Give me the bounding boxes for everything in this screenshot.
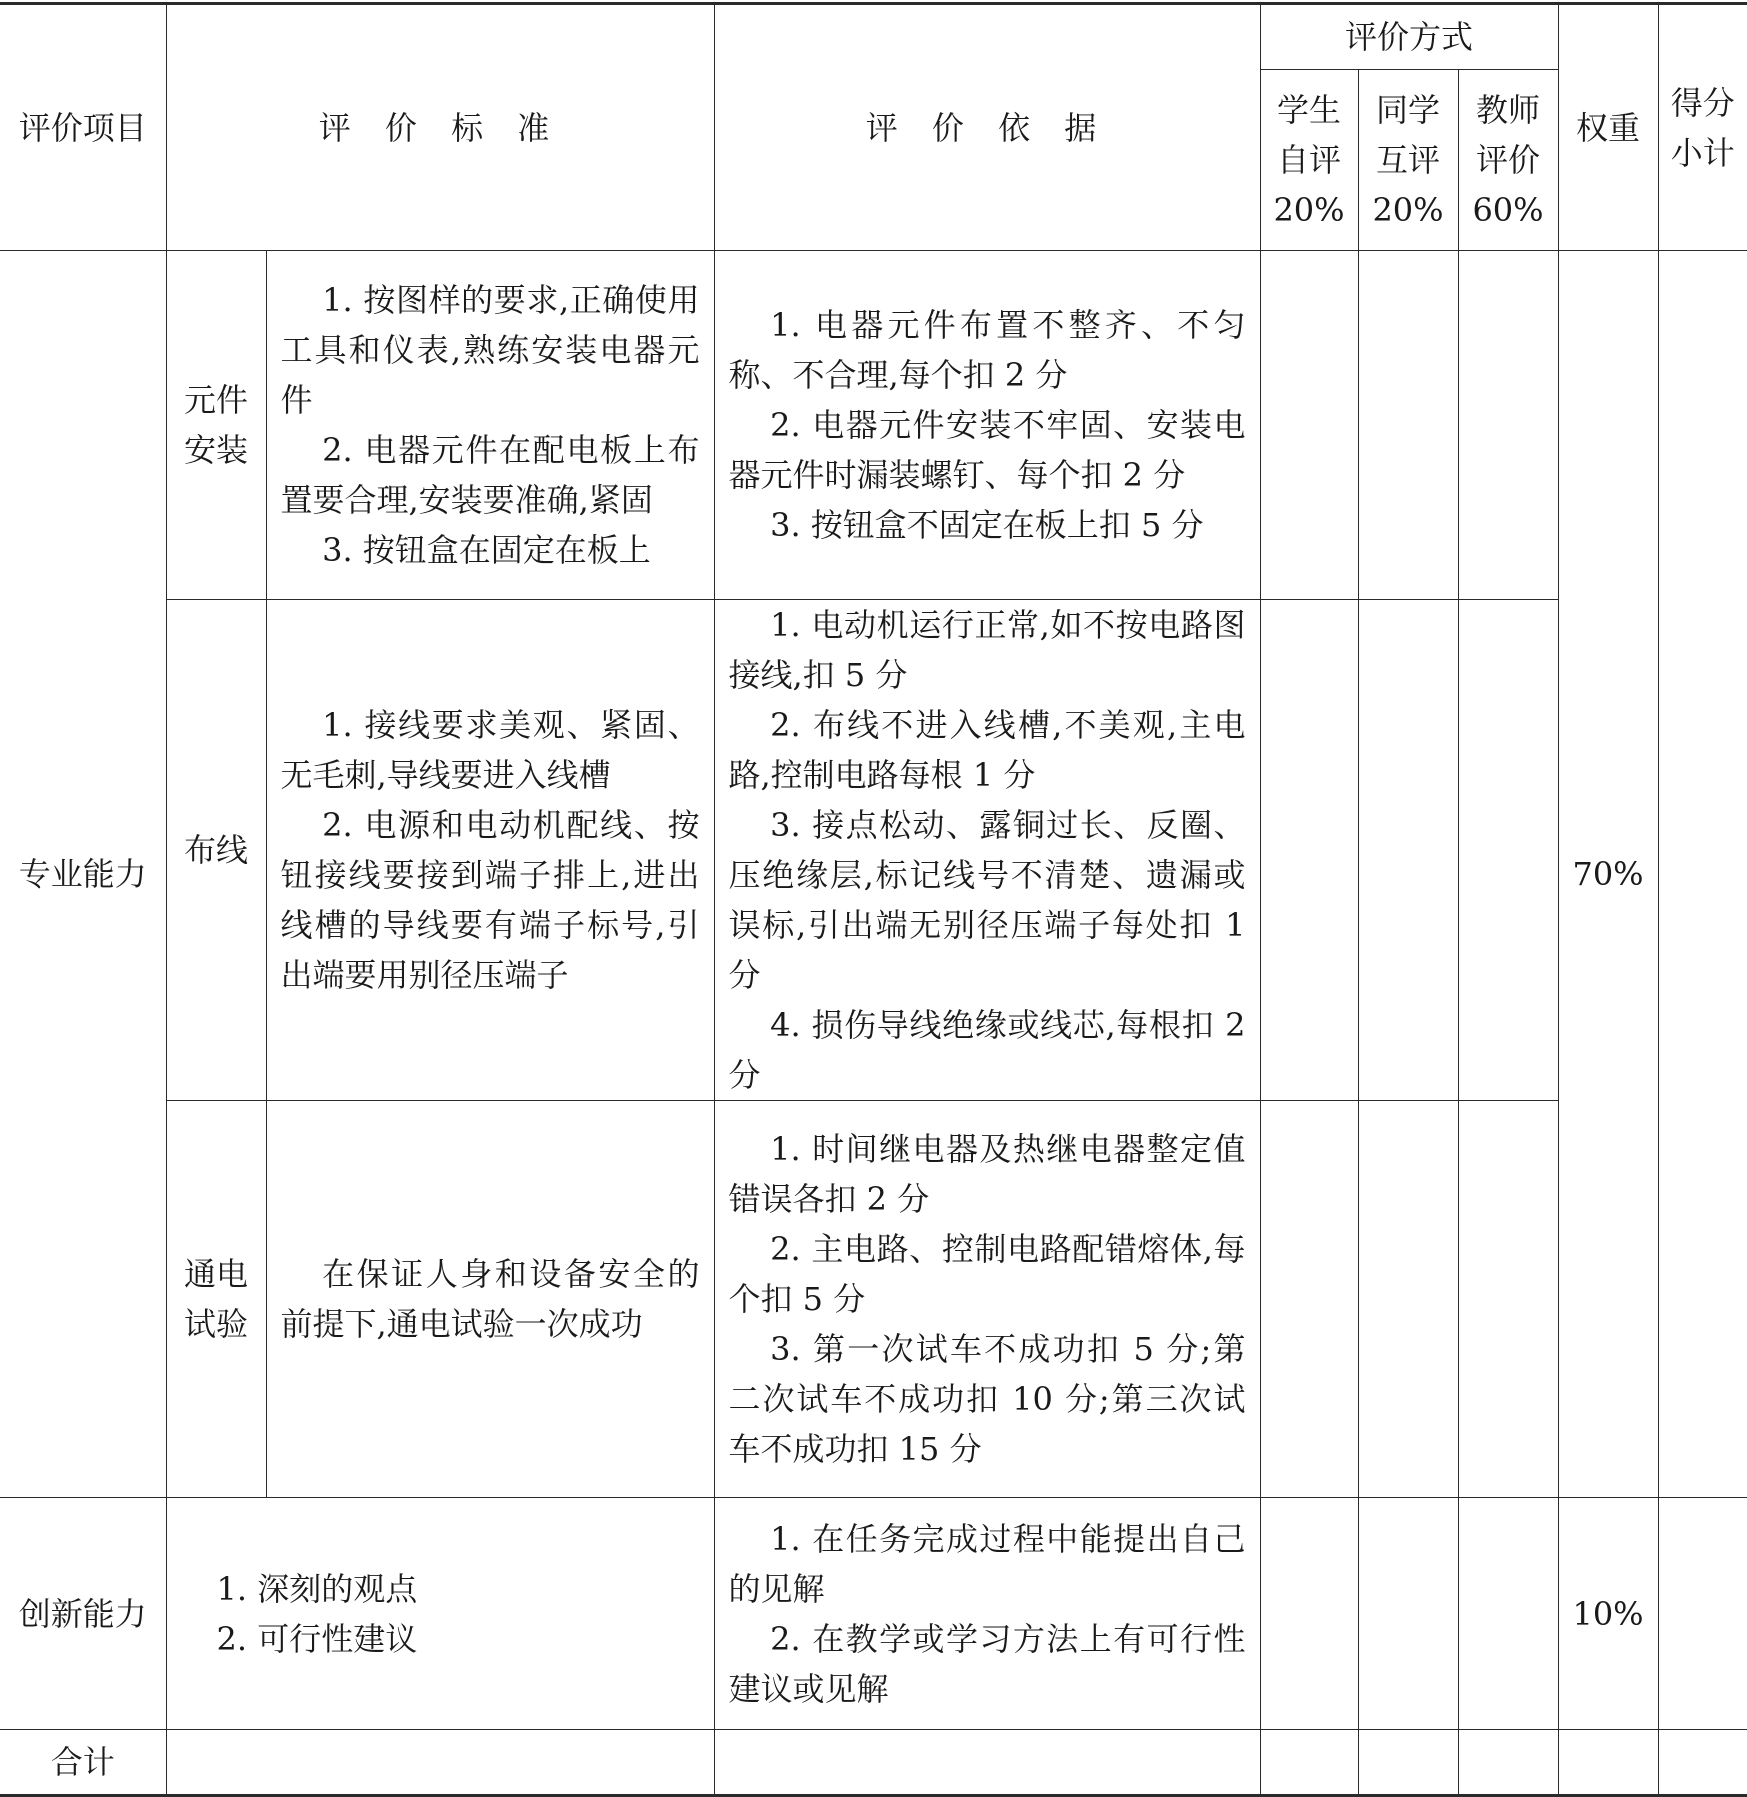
self-eval-input-cell[interactable] (1260, 1498, 1358, 1730)
basis-item: 4. 损伤导线绝缘或线芯,每根扣 2 分 (728, 1006, 1246, 1094)
basis-item: 2. 主电路、控制电路配错熔体,每个扣 5 分 (728, 1230, 1246, 1318)
header-subtotal (1658, 4, 1747, 251)
basis-cell (714, 1498, 1260, 1730)
total-teacher-eval-cell[interactable] (1458, 1730, 1558, 1796)
peer-eval-input-cell[interactable] (1358, 251, 1458, 600)
header-method: 评价方式 (1260, 4, 1558, 70)
total-subtotal-cell[interactable] (1658, 1730, 1747, 1796)
table-row (0, 251, 1747, 600)
total-peer-eval-cell[interactable] (1358, 1730, 1458, 1796)
peer-eval-line-1: 同学 (1375, 91, 1440, 129)
header-self-eval (1260, 70, 1358, 251)
total-standard-cell (166, 1730, 714, 1796)
table-row (0, 1101, 1747, 1498)
header-teacher-eval (1458, 70, 1558, 251)
table-row (0, 1498, 1747, 1730)
weight-professional: 70% (1558, 251, 1658, 1498)
header-row-1 (0, 4, 1747, 70)
sub-item-power-test (166, 1101, 266, 1498)
sub-item-wiring (166, 600, 266, 1101)
teacher-eval-input-cell[interactable] (1458, 600, 1558, 1101)
teacher-eval-input-cell[interactable] (1458, 1101, 1558, 1498)
header-subtotal-line-1: 得分 (1670, 83, 1735, 122)
basis-item: 1. 电器元件布置不整齐、不匀称、不合理,每个扣 2 分 (728, 306, 1246, 394)
basis-item: 2. 布线不进入线槽,不美观,主电路,控制电路每根 1 分 (728, 706, 1246, 794)
total-weight-cell (1558, 1730, 1658, 1796)
weight-innovation: 10% (1558, 1498, 1658, 1730)
basis-item: 3. 第一次试车不成功扣 5 分;第二次试车不成功扣 10 分;第三次试车不成功扣 15 分 (728, 1330, 1246, 1468)
peer-eval-line-2: 互评 (1375, 141, 1440, 179)
total-self-eval-cell[interactable] (1260, 1730, 1358, 1796)
basis-item: 1. 电动机运行正常,如不按电路图接线,扣 5 分 (728, 606, 1246, 694)
subtotal-input-cell[interactable] (1658, 251, 1747, 1498)
teacher-eval-input-cell[interactable] (1458, 251, 1558, 600)
standard-item: 1. 深刻的观点 (216, 1569, 418, 1608)
self-eval-line-2: 自评 (1276, 141, 1341, 179)
basis-item: 3. 按钮盒不固定在板上扣 5 分 (770, 506, 1204, 544)
peer-eval-input-cell[interactable] (1358, 1498, 1458, 1730)
basis-item: 2. 在教学或学习方法上有可行性建议或见解 (728, 1619, 1246, 1708)
standard-cell (266, 600, 714, 1101)
self-eval-line-1: 学生 (1276, 91, 1341, 129)
sub-item-line-2: 安装 (183, 431, 248, 469)
table-row (0, 600, 1747, 1101)
peer-eval-percent: 20% (1372, 191, 1444, 229)
table-row-total (0, 1730, 1747, 1796)
header-weight: 权重 (1558, 4, 1658, 251)
teacher-eval-line-2: 评价 (1476, 141, 1541, 179)
basis-cell (714, 1101, 1260, 1498)
standard-cell (266, 1101, 714, 1498)
peer-eval-input-cell[interactable] (1358, 600, 1458, 1101)
basis-item: 1. 时间继电器及热继电器整定值错误各扣 2 分 (728, 1130, 1246, 1218)
sub-item-line-1: 元件 (183, 381, 248, 419)
standard-item: 2. 电源和电动机配线、按钮接线要接到端子排上,进出线槽的导线要有端子标号,引出端要用别径压端子 (280, 806, 700, 994)
total-label: 合计 (0, 1730, 166, 1796)
header-basis: 评 价 依 据 (714, 4, 1260, 251)
header-standard: 评 价 标 准 (166, 4, 714, 251)
standard-item: 1. 接线要求美观、紧固、无毛刺,导线要进入线槽 (280, 706, 700, 794)
evaluation-table (0, 2, 1747, 1797)
standard-item: 1. 按图样的要求,正确使用工具和仪表,熟练安装电器元件 (280, 281, 700, 419)
standard-cell (166, 1498, 714, 1730)
sub-item-line-2: 试验 (183, 1305, 248, 1343)
standard-item: 2. 可行性建议 (216, 1619, 418, 1658)
teacher-eval-line-1: 教师 (1476, 91, 1541, 129)
subtotal-input-cell[interactable] (1658, 1498, 1747, 1730)
category-innovation: 创新能力 (0, 1498, 166, 1730)
total-basis-cell (714, 1730, 1260, 1796)
peer-eval-input-cell[interactable] (1358, 1101, 1458, 1498)
basis-item: 1. 在任务完成过程中能提出自己的见解 (728, 1519, 1246, 1608)
self-eval-input-cell[interactable] (1260, 1101, 1358, 1498)
self-eval-input-cell[interactable] (1260, 251, 1358, 600)
standard-cell (266, 251, 714, 600)
teacher-eval-input-cell[interactable] (1458, 1498, 1558, 1730)
basis-cell (714, 251, 1260, 600)
standard-item: 2. 电器元件在配电板上布置要合理,安装要准确,紧固 (280, 431, 700, 519)
standard-item: 3. 按钮盒在固定在板上 (322, 531, 651, 569)
sub-item-component-install (166, 251, 266, 600)
self-eval-percent: 20% (1273, 191, 1345, 229)
basis-item: 3. 接点松动、露铜过长、反圈、压绝缘层,标记线号不清楚、遗漏或误标,引出端无别径压端子每处扣 1 分 (728, 806, 1246, 994)
sub-item-line-1: 布线 (183, 831, 248, 869)
basis-item: 2. 电器元件安装不牢固、安装电器元件时漏装螺钉、每个扣 2 分 (728, 406, 1246, 494)
self-eval-input-cell[interactable] (1260, 600, 1358, 1101)
header-subtotal-line-2: 小计 (1670, 133, 1735, 172)
header-peer-eval (1358, 70, 1458, 251)
basis-cell (714, 600, 1260, 1101)
category-professional: 专业能力 (0, 251, 166, 1498)
header-item: 评价项目 (0, 4, 166, 251)
standard-item: 在保证人身和设备安全的前提下,通电试验一次成功 (280, 1255, 700, 1343)
sub-item-line-1: 通电 (183, 1255, 248, 1293)
teacher-eval-percent: 60% (1472, 191, 1544, 229)
